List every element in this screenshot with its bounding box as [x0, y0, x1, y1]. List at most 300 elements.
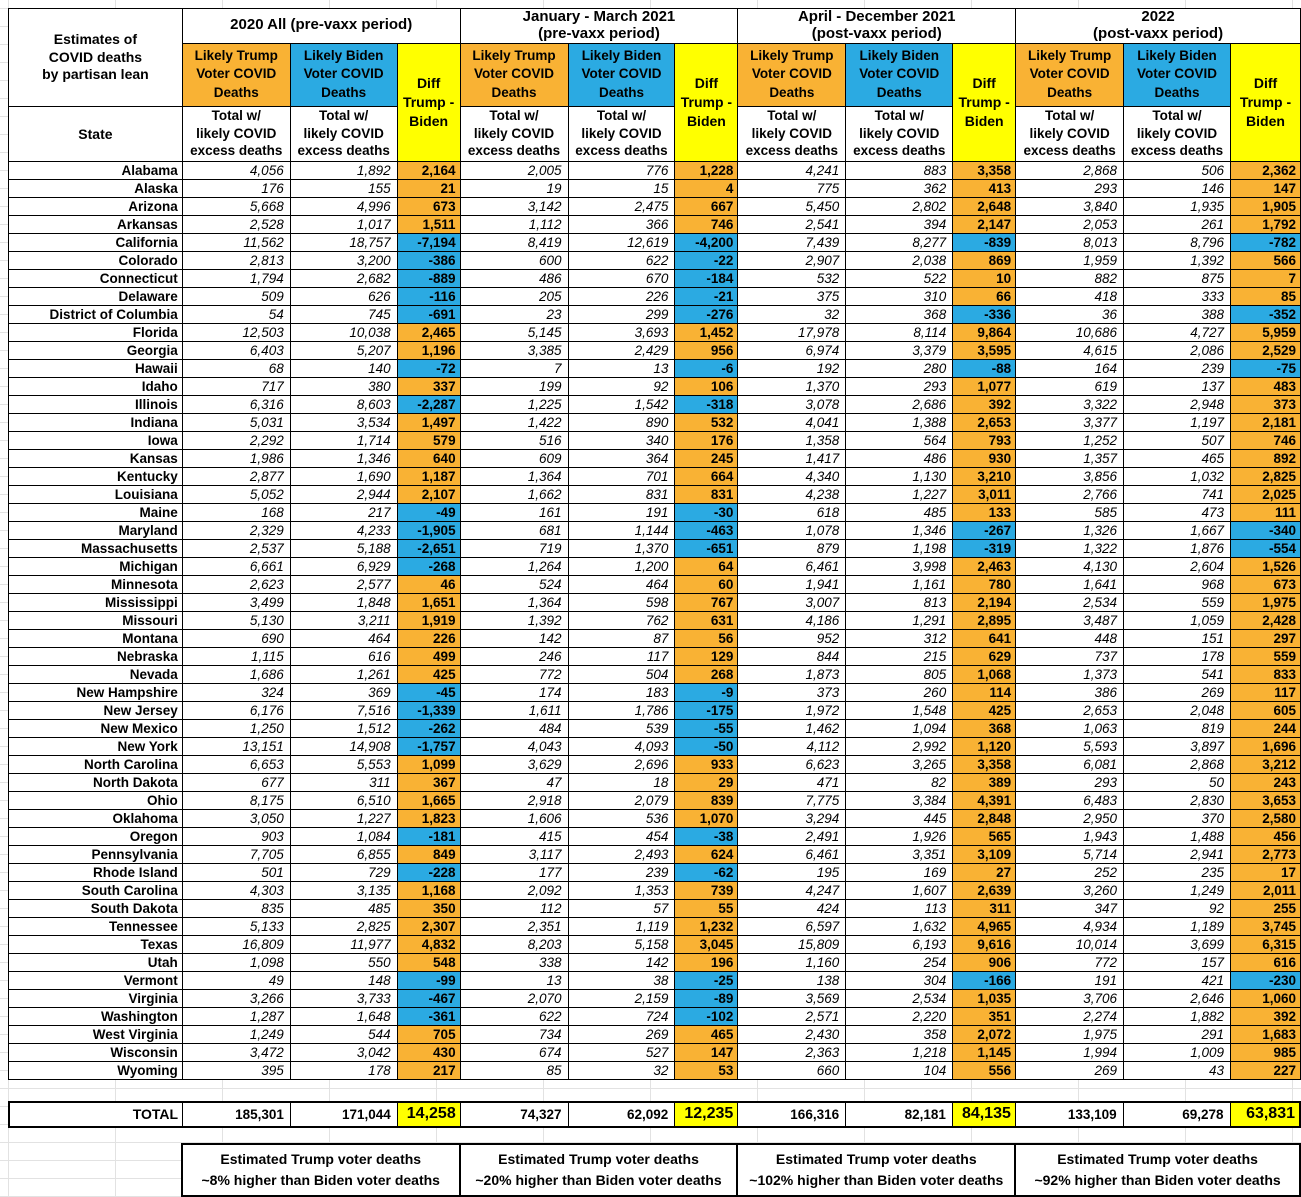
trump-deaths-cell: 835 — [182, 899, 290, 917]
diff-cell: 3,045 — [675, 935, 738, 953]
biden-deaths-cell: 1,392 — [1124, 251, 1231, 269]
trump-deaths-cell: 532 — [738, 269, 846, 287]
table-row — [9, 287, 1301, 305]
trump-deaths-cell: 7 — [460, 359, 568, 377]
diff-cell: 2,107 — [397, 485, 460, 503]
diff-cell: 2,580 — [1230, 809, 1300, 827]
biden-deaths-cell: 507 — [1124, 431, 1231, 449]
biden-deaths-cell: 2,048 — [1124, 701, 1231, 719]
diff-cell: 1,651 — [397, 593, 460, 611]
diff-cell: 629 — [953, 647, 1016, 665]
diff-cell: 565 — [953, 827, 1016, 845]
diff-cell: 3,358 — [953, 755, 1016, 773]
header-line: Biden — [964, 112, 1004, 129]
header-line: Total w/ — [596, 108, 647, 124]
trump-deaths-cell: 2,877 — [182, 467, 290, 485]
diff-cell: 933 — [675, 755, 738, 773]
header-line: Trump - — [958, 93, 1010, 110]
biden-deaths-cell: 3,042 — [290, 1043, 397, 1061]
trump-deaths-cell: 6,974 — [738, 341, 846, 359]
diff-cell: 624 — [675, 845, 738, 863]
table-row — [9, 917, 1301, 935]
trump-deaths-cell: 269 — [1016, 1061, 1124, 1079]
diff-cell: -175 — [675, 701, 738, 719]
table-row — [9, 233, 1301, 251]
footnote-line1: Estimated Trump voter deaths — [220, 1150, 422, 1167]
footnote-line1: Estimated Trump voter deaths — [498, 1150, 699, 1167]
biden-deaths-cell: 2,948 — [1124, 395, 1231, 413]
excess-deaths-subheader — [738, 106, 846, 161]
trump-deaths-cell: 10,014 — [1016, 935, 1124, 953]
diff-cell: -276 — [675, 305, 738, 323]
excess-deaths-subheader — [1016, 106, 1124, 161]
header-line: likely COVID — [751, 125, 832, 141]
diff-cell: 2,848 — [953, 809, 1016, 827]
header-line: Deaths — [321, 84, 367, 100]
biden-deaths-cell: 541 — [1124, 665, 1231, 683]
biden-deaths-cell: 380 — [290, 377, 397, 395]
biden-deaths-cell: 2,830 — [1124, 791, 1231, 809]
trump-deaths-cell: 2,292 — [182, 431, 290, 449]
table-row — [9, 521, 1301, 539]
diff-cell: -352 — [1230, 305, 1300, 323]
trump-deaths-cell: 6,483 — [1016, 791, 1124, 809]
excess-deaths-subheader — [1124, 106, 1231, 161]
diff-cell: 425 — [953, 701, 1016, 719]
trump-deaths-cell: 2,653 — [1016, 701, 1124, 719]
header-line: likely COVID — [303, 125, 384, 141]
spreadsheet — [8, 8, 1301, 1197]
biden-deaths-cell: 527 — [568, 1043, 675, 1061]
header-line: Biden — [1246, 112, 1285, 129]
footnotes-table — [8, 1143, 1301, 1197]
biden-deaths-cell: 1,032 — [1124, 467, 1231, 485]
diff-cell: 2,639 — [953, 881, 1016, 899]
biden-deaths-cell: 3,265 — [846, 755, 953, 773]
state-cell: Hawaii — [9, 359, 183, 377]
trump-deaths-cell: 2,528 — [182, 215, 290, 233]
biden-deaths-cell: 598 — [568, 593, 675, 611]
state-cell: Pennsylvania — [9, 845, 183, 863]
header-line: Total w/ — [1152, 108, 1202, 124]
trump-deaths-cell: 36 — [1016, 305, 1124, 323]
diff-cell: 244 — [1230, 719, 1300, 737]
biden-deaths-cell: 169 — [846, 863, 953, 881]
trump-deaths-cell: 8,203 — [460, 935, 568, 953]
diff-cell: 1,497 — [397, 413, 460, 431]
diff-cell: 106 — [675, 377, 738, 395]
total-trump-cell: 166,316 — [738, 1102, 846, 1127]
state-cell: South Carolina — [9, 881, 183, 899]
diff-trump-biden-header — [1230, 43, 1300, 161]
header-line: Trump - — [680, 93, 733, 110]
table-row — [9, 953, 1301, 971]
biden-deaths-cell: 388 — [1124, 305, 1231, 323]
trump-deaths-cell: 2,534 — [1016, 593, 1124, 611]
diff-cell: 367 — [397, 773, 460, 791]
diff-cell: 833 — [1230, 665, 1300, 683]
trump-deaths-cell: 3,569 — [738, 989, 846, 1007]
biden-deaths-cell: 137 — [1124, 377, 1231, 395]
diff-cell: 56 — [675, 629, 738, 647]
diff-cell: -99 — [397, 971, 460, 989]
diff-cell: 2,307 — [397, 917, 460, 935]
biden-deaths-cell: 776 — [568, 161, 675, 179]
table-row — [9, 161, 1301, 179]
table-row — [9, 323, 1301, 341]
biden-deaths-cell: 701 — [568, 467, 675, 485]
biden-deaths-cell: 831 — [568, 485, 675, 503]
biden-deaths-cell: 1,346 — [846, 521, 953, 539]
trump-deaths-cell: 7,705 — [182, 845, 290, 863]
diff-cell: 2,072 — [953, 1025, 1016, 1043]
table-row — [9, 791, 1301, 809]
total-row — [9, 1102, 1300, 1127]
biden-deaths-cell: 7,516 — [290, 701, 397, 719]
biden-deaths-cell: 486 — [846, 449, 953, 467]
excess-deaths-subheader — [846, 106, 953, 161]
trump-deaths-cell: 690 — [182, 629, 290, 647]
trump-deaths-cell: 6,461 — [738, 845, 846, 863]
trump-deaths-cell: 1,417 — [738, 449, 846, 467]
total-diff-cell: 12,235 — [675, 1102, 738, 1127]
trump-deaths-cell: 205 — [460, 287, 568, 305]
header-line: Biden — [686, 112, 726, 129]
biden-deaths-cell: 333 — [1124, 287, 1231, 305]
biden-deaths-cell: 745 — [290, 305, 397, 323]
diff-cell: 368 — [953, 719, 1016, 737]
table-row — [9, 881, 1301, 899]
header-line: likely COVID — [581, 125, 662, 141]
diff-cell: 1,919 — [397, 611, 460, 629]
diff-cell: 869 — [953, 251, 1016, 269]
table-row — [9, 1061, 1301, 1079]
biden-deaths-cell: 1,370 — [568, 539, 675, 557]
trump-deaths-cell: 1,322 — [1016, 539, 1124, 557]
biden-deaths-cell: 12,619 — [568, 233, 675, 251]
diff-cell: 640 — [397, 449, 460, 467]
trump-deaths-cell: 717 — [182, 377, 290, 395]
diff-cell: -889 — [397, 269, 460, 287]
trump-deaths-cell: 1,686 — [182, 665, 290, 683]
biden-deaths-cell: 261 — [1124, 215, 1231, 233]
biden-deaths-cell: 155 — [290, 179, 397, 197]
trump-deaths-cell: 1,641 — [1016, 575, 1124, 593]
trump-deaths-cell: 7,439 — [738, 233, 846, 251]
biden-deaths-cell: 3,897 — [1124, 737, 1231, 755]
biden-deaths-cell: 370 — [1124, 809, 1231, 827]
diff-cell: 1,068 — [953, 665, 1016, 683]
table-row — [9, 413, 1301, 431]
biden-deaths-cell: 3,534 — [290, 413, 397, 431]
diff-cell: 641 — [953, 629, 1016, 647]
header-line: excess deaths — [1023, 143, 1116, 159]
total-label: TOTAL — [9, 1102, 183, 1127]
trump-deaths-cell: 8,419 — [460, 233, 568, 251]
header-line: Likely Biden — [303, 48, 384, 64]
diff-cell: 2,895 — [953, 611, 1016, 629]
trump-deaths-cell: 13 — [460, 971, 568, 989]
biden-deaths-cell: 2,868 — [1124, 755, 1231, 773]
biden-deaths-cell: 1,227 — [290, 809, 397, 827]
diff-cell: 616 — [1230, 953, 1300, 971]
trump-deaths-cell: 4,934 — [1016, 917, 1124, 935]
excess-deaths-subheader — [460, 106, 568, 161]
state-cell: Washington — [9, 1007, 183, 1025]
trump-deaths-cell: 2,491 — [738, 827, 846, 845]
trump-deaths-cell: 1,611 — [460, 701, 568, 719]
diff-cell: 129 — [675, 647, 738, 665]
trump-deaths-cell: 879 — [738, 539, 846, 557]
biden-deaths-cell: 729 — [290, 863, 397, 881]
state-cell: Oregon — [9, 827, 183, 845]
table-row — [9, 251, 1301, 269]
diff-cell: 892 — [1230, 449, 1300, 467]
trump-deaths-cell: 585 — [1016, 503, 1124, 521]
table-row — [9, 863, 1301, 881]
diff-cell: 10 — [953, 269, 1016, 287]
diff-cell: 532 — [675, 413, 738, 431]
trump-deaths-cell: 195 — [738, 863, 846, 881]
biden-deaths-cell: 3,211 — [290, 611, 397, 629]
trump-deaths-cell: 54 — [182, 305, 290, 323]
table-row — [9, 827, 1301, 845]
biden-deaths-cell: 504 — [568, 665, 675, 683]
trump-deaths-cell: 1,358 — [738, 431, 846, 449]
diff-cell: 60 — [675, 575, 738, 593]
diff-cell: 85 — [1230, 287, 1300, 305]
biden-deaths-cell: 1,130 — [846, 467, 953, 485]
total-trump-cell: 74,327 — [460, 1102, 568, 1127]
table-row — [9, 845, 1301, 863]
diff-cell: 3,011 — [953, 485, 1016, 503]
trump-deaths-cell: 191 — [1016, 971, 1124, 989]
period-header — [182, 9, 460, 44]
biden-deaths-cell: 1,926 — [846, 827, 953, 845]
diff-cell: 55 — [675, 899, 738, 917]
biden-deaths-cell: 10,038 — [290, 323, 397, 341]
diff-cell: 3,595 — [953, 341, 1016, 359]
diff-cell: 29 — [675, 773, 738, 791]
trump-deaths-cell: 8,013 — [1016, 233, 1124, 251]
biden-deaths-cell: 57 — [568, 899, 675, 917]
header-line: Likely Trump — [750, 48, 834, 64]
biden-deaths-cell: 1,632 — [846, 917, 953, 935]
biden-deaths-cell: 11,977 — [290, 935, 397, 953]
biden-deaths-cell: 43 — [1124, 1061, 1231, 1079]
state-cell: Alaska — [9, 179, 183, 197]
trump-deaths-cell: 47 — [460, 773, 568, 791]
diff-cell: -463 — [675, 521, 738, 539]
diff-cell: -1,339 — [397, 701, 460, 719]
trump-deaths-cell: 1,873 — [738, 665, 846, 683]
biden-deaths-cell: 1,648 — [290, 1007, 397, 1025]
table-row — [9, 1025, 1301, 1043]
header-line: Total w/ — [767, 108, 817, 124]
trump-deaths-cell: 3,499 — [182, 593, 290, 611]
header-line: Diff — [1253, 74, 1278, 91]
biden-deaths-cell: 2,825 — [290, 917, 397, 935]
diff-cell: 2,025 — [1230, 485, 1300, 503]
biden-deaths-cell: 1,388 — [846, 413, 953, 431]
diff-cell: 4,391 — [953, 791, 1016, 809]
trump-deaths-cell: 1,252 — [1016, 431, 1124, 449]
trump-deaths-cell: 6,661 — [182, 557, 290, 575]
biden-deaths-cell: 741 — [1124, 485, 1231, 503]
biden-deaths-cell: 2,802 — [846, 197, 953, 215]
diff-cell: 2,164 — [397, 161, 460, 179]
table-row — [9, 899, 1301, 917]
biden-deaths-cell: 762 — [568, 611, 675, 629]
diff-cell: -62 — [675, 863, 738, 881]
diff-cell: 226 — [397, 629, 460, 647]
biden-deaths-cell: 3,733 — [290, 989, 397, 1007]
table-row — [9, 1043, 1301, 1061]
biden-deaths-cell: 544 — [290, 1025, 397, 1043]
diff-cell: 311 — [953, 899, 1016, 917]
trump-deaths-cell: 2,329 — [182, 521, 290, 539]
trump-deaths-cell: 12,503 — [182, 323, 290, 341]
trump-deaths-cell: 375 — [738, 287, 846, 305]
trump-deaths-cell: 13,151 — [182, 737, 290, 755]
diff-cell: -386 — [397, 251, 460, 269]
state-cell: Kentucky — [9, 467, 183, 485]
header-line: Total w/ — [489, 108, 539, 124]
diff-cell: 483 — [1230, 377, 1300, 395]
header-line: Likely Biden — [581, 48, 662, 64]
table-row — [9, 809, 1301, 827]
header-line: Diff — [972, 74, 996, 91]
state-column-header: State — [9, 106, 183, 161]
biden-deaths-cell: 2,604 — [1124, 557, 1231, 575]
diff-cell: 9,864 — [953, 323, 1016, 341]
trump-deaths-cell: 5,133 — [182, 917, 290, 935]
trump-deaths-cell: 6,653 — [182, 755, 290, 773]
biden-deaths-cell: 142 — [568, 953, 675, 971]
biden-deaths-cell: 113 — [846, 899, 953, 917]
trump-deaths-cell: 622 — [460, 1007, 568, 1025]
trump-deaths-cell: 3,294 — [738, 809, 846, 827]
trump-deaths-cell: 484 — [460, 719, 568, 737]
state-cell: Virginia — [9, 989, 183, 1007]
total-trump-cell: 133,109 — [1015, 1102, 1123, 1127]
diff-cell: -45 — [397, 683, 460, 701]
header-line: (pre-vaxx period) — [538, 24, 660, 42]
state-cell: Wyoming — [9, 1061, 183, 1079]
table-row — [9, 1007, 1301, 1025]
diff-cell: -2,651 — [397, 539, 460, 557]
diff-cell: -782 — [1230, 233, 1300, 251]
diff-cell: 3,745 — [1230, 917, 1300, 935]
table-row — [9, 575, 1301, 593]
biden-deaths-cell: 148 — [290, 971, 397, 989]
header-line: Likely Trump — [472, 48, 556, 64]
biden-deaths-cell: 724 — [568, 1007, 675, 1025]
state-cell: Minnesota — [9, 575, 183, 593]
diff-cell: 3,212 — [1230, 755, 1300, 773]
biden-deaths-cell: 6,929 — [290, 557, 397, 575]
trump-deaths-cell: 4,303 — [182, 881, 290, 899]
biden-deaths-cell: 310 — [846, 287, 953, 305]
trump-deaths-cell: 1,943 — [1016, 827, 1124, 845]
header-line: 2020 All (pre-vaxx period) — [230, 16, 413, 34]
biden-deaths-cell: 564 — [846, 431, 953, 449]
trump-deaths-cell: 775 — [738, 179, 846, 197]
diff-cell: 673 — [1230, 575, 1300, 593]
biden-deaths-cell: 875 — [1124, 269, 1231, 287]
table-row — [9, 179, 1301, 197]
biden-deaths-cell: 4,093 — [568, 737, 675, 755]
footnote-box — [1015, 1144, 1300, 1196]
trump-deaths-cell: 176 — [182, 179, 290, 197]
footnote-line2: ~102% higher than Biden voter deaths — [749, 1171, 1004, 1188]
diff-cell: -102 — [675, 1007, 738, 1025]
total-trump-cell: 185,301 — [183, 1102, 291, 1127]
diff-cell: 930 — [953, 449, 1016, 467]
trump-deaths-cell: 1,462 — [738, 719, 846, 737]
header-line: Diff — [416, 74, 441, 91]
header-line: Deaths — [876, 84, 922, 100]
diff-cell: -22 — [675, 251, 738, 269]
total-diff-cell: 84,135 — [952, 1102, 1015, 1127]
footnote-box — [737, 1144, 1015, 1196]
diff-cell: -651 — [675, 539, 738, 557]
state-cell: South Dakota — [9, 899, 183, 917]
trump-deaths-cell: 11,562 — [182, 233, 290, 251]
table-row — [9, 197, 1301, 215]
biden-deaths-cell: 421 — [1124, 971, 1231, 989]
biden-deaths-cell: 813 — [846, 593, 953, 611]
biden-deaths-cell: 1,876 — [1124, 539, 1231, 557]
header-line: Deaths — [598, 84, 644, 100]
diff-cell: 430 — [397, 1043, 460, 1061]
trump-deaths-cell: 10,686 — [1016, 323, 1124, 341]
trump-deaths-cell: 2,053 — [1016, 215, 1124, 233]
trump-deaths-cell: 3,629 — [460, 755, 568, 773]
diff-cell: 389 — [953, 773, 1016, 791]
diff-cell: 4 — [675, 179, 738, 197]
table-row — [9, 467, 1301, 485]
trump-deaths-cell: 619 — [1016, 377, 1124, 395]
biden-deaths-cell: 4,233 — [290, 521, 397, 539]
total-diff-cell: 63,831 — [1230, 1102, 1300, 1127]
diff-cell: -267 — [953, 521, 1016, 539]
trump-deaths-cell: 15,809 — [738, 935, 846, 953]
trump-deaths-cell: 68 — [182, 359, 290, 377]
trump-deaths-cell: 737 — [1016, 647, 1124, 665]
diff-cell: -116 — [397, 287, 460, 305]
trump-deaths-cell: 138 — [738, 971, 846, 989]
trump-deaths-cell: 347 — [1016, 899, 1124, 917]
biden-deaths-cell: 3,693 — [568, 323, 675, 341]
biden-deaths-cell: 559 — [1124, 593, 1231, 611]
biden-deaths-cell: 1,786 — [568, 701, 675, 719]
diff-cell: 227 — [1230, 1061, 1300, 1079]
header-line: Voter COVID — [1137, 66, 1218, 82]
diff-cell: 114 — [953, 683, 1016, 701]
trump-deaths-cell: 2,950 — [1016, 809, 1124, 827]
diff-cell: 1,070 — [675, 809, 738, 827]
diff-cell: 350 — [397, 899, 460, 917]
diff-cell: 2,653 — [953, 413, 1016, 431]
biden-deaths-cell: 1,161 — [846, 575, 953, 593]
diff-cell: 906 — [953, 953, 1016, 971]
state-cell: Michigan — [9, 557, 183, 575]
diff-cell: 64 — [675, 557, 738, 575]
biden-deaths-cell: 4,996 — [290, 197, 397, 215]
header-line: Voter COVID — [859, 66, 940, 82]
header-line: by partisan lean — [42, 66, 149, 83]
